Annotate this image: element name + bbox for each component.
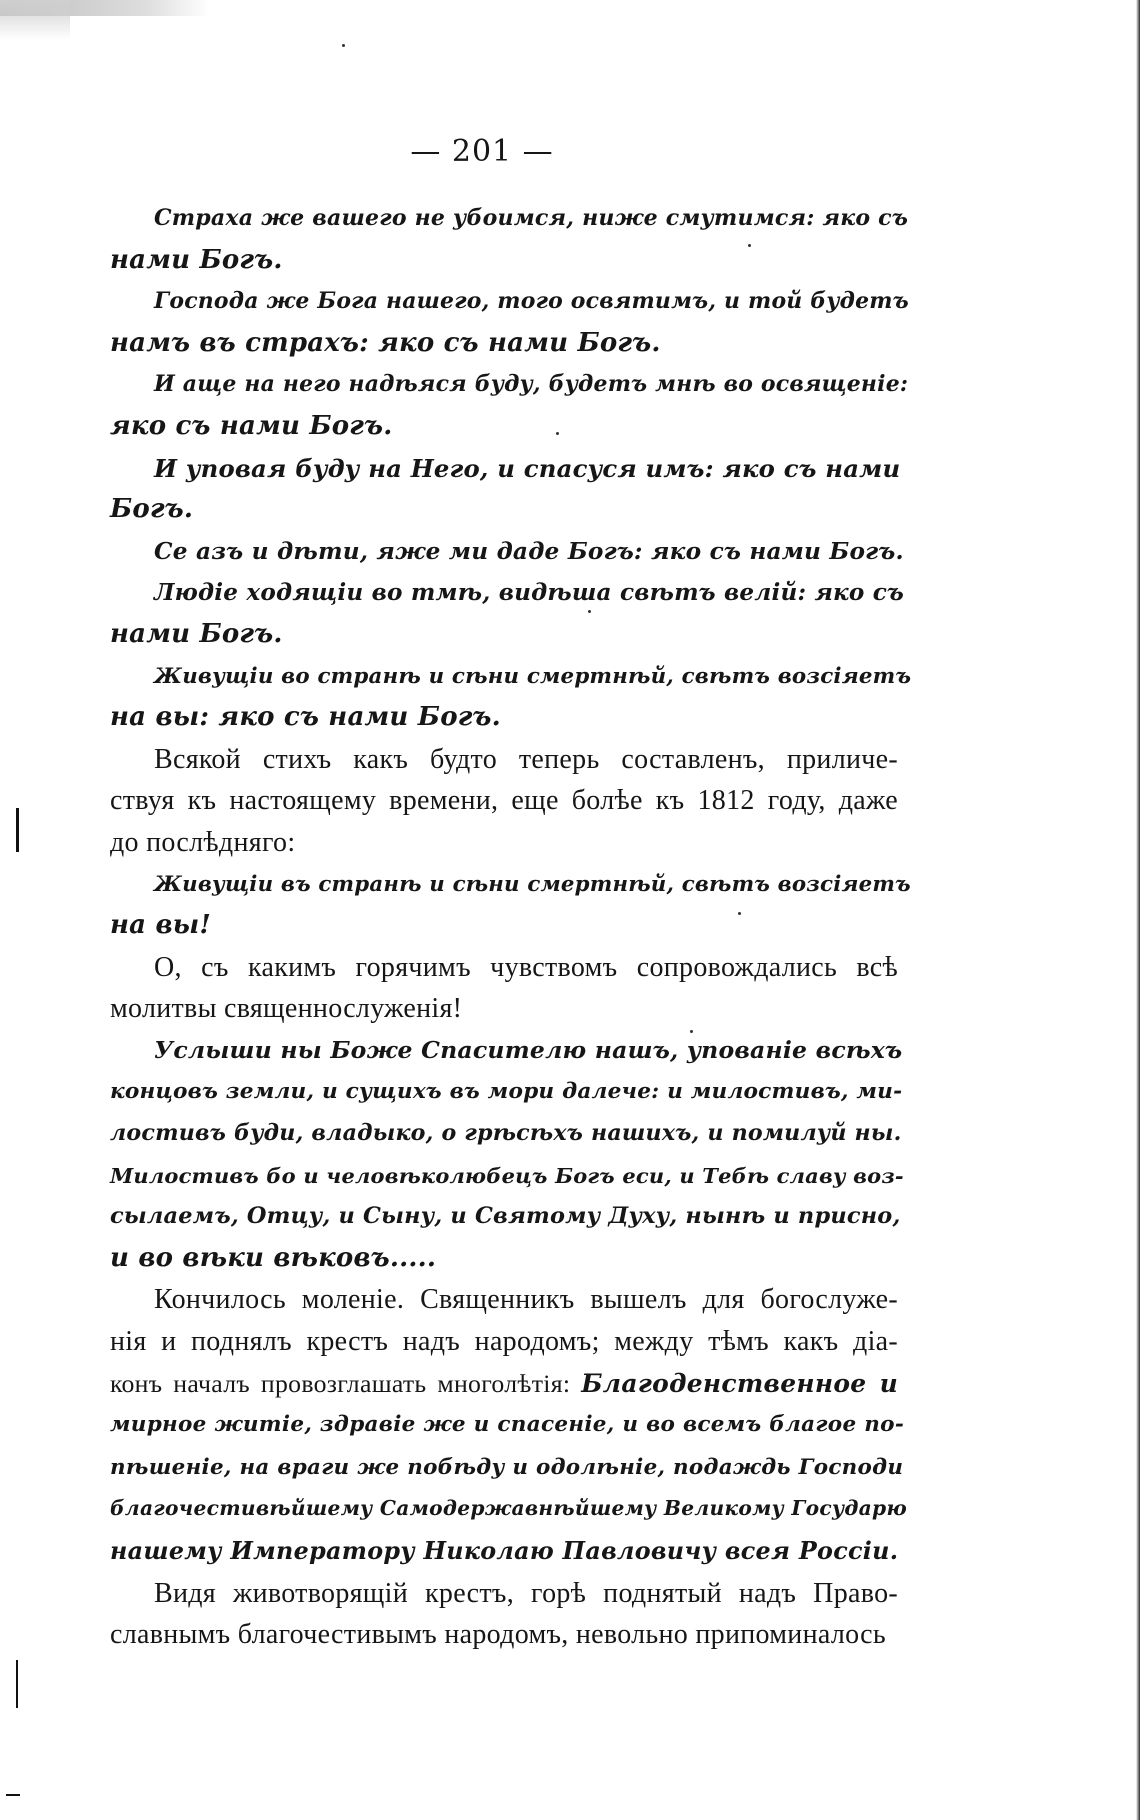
text-line: Страха же вашего не убоимся, ниже смутимся: яко съ <box>154 205 909 231</box>
text-line: Се азъ и дѣти, яже ми даде Богъ: яко съ нами Богъ. <box>154 537 904 565</box>
text-line: нами Богъ. <box>110 618 283 649</box>
paragraph <box>66 281 909 364</box>
text-line: молитвы священнослуженія! <box>110 993 463 1025</box>
text-line <box>66 1363 898 1405</box>
text-line: И уповая буду на Него, и спасуся имъ: яко съ нами <box>154 453 901 483</box>
text-line: на вы: яко съ нами Богъ. <box>110 702 501 733</box>
verse-text: мирное житіе, здравіе же и спасеніе, и во всемъ благое по- <box>110 1412 905 1438</box>
margin-mark <box>16 1660 18 1708</box>
text-line: намъ въ страхъ: яко съ нами Богъ. <box>110 327 661 358</box>
text-line: Услыши ны Боже Спасителю нашъ, упованіе всѣхъ <box>154 1035 903 1064</box>
paragraph <box>66 739 898 864</box>
text-line: Господа же Бога нашего, того освятимъ, и той будетъ <box>154 288 909 315</box>
verse-text: нашему Императору Николаю Павловичу всея Россіи. <box>110 1537 899 1565</box>
text-line: концовъ земли, и сущихъ въ мори далече: и милостивъ, ми- <box>110 1079 903 1105</box>
paragraph <box>66 1279 907 1572</box>
text-line: Видя животворящій крестъ, горѣ поднятый надъ Право- <box>154 1577 898 1609</box>
paragraph <box>66 1030 904 1280</box>
text-line: ствуя къ настоящему времени, еще болѣе къ 1812 году, даже <box>110 785 898 817</box>
text-line <box>66 1321 898 1363</box>
text-line: Людіе ходящіи во тмѣ, видѣша свѣтъ велій: яко съ <box>154 579 905 607</box>
text-line: Всякой стихъ какъ будто теперь составленъ, приличе- <box>154 743 898 775</box>
text-line: на вы! <box>110 910 211 941</box>
paragraph <box>66 531 904 573</box>
text-line: лостивъ буди, владыко, о грѣсѣхъ нашихъ, и помилуй ны. <box>110 1120 902 1147</box>
page-number: — 201 — <box>410 134 554 169</box>
text-line: Милостивъ бо и человѣколюбецъ Богъ еси, и Тебѣ славу воз- <box>110 1162 904 1188</box>
text-line <box>66 1488 907 1530</box>
text-line: до послѣдняго: <box>110 826 296 858</box>
paragraph <box>66 1573 898 1656</box>
speck <box>342 44 345 47</box>
text-line <box>66 1404 905 1446</box>
margin-mark <box>6 1794 20 1796</box>
verse-text: благочестивѣйшему Самодержавнѣйшему Великому Государю <box>110 1496 907 1521</box>
text-line: сылаемъ, Отцу, и Сыну, и Святому Духу, нынѣ и присно, <box>110 1203 901 1230</box>
text-line: О, съ какимъ горячимъ чувствомъ сопровождались всѣ <box>154 951 898 983</box>
paragraph <box>66 198 909 281</box>
margin-mark <box>16 808 19 852</box>
text-line: и во вѣки вѣковъ..... <box>110 1242 437 1273</box>
prose-text: нія и поднялъ крестъ надъ народомъ; между тѣмъ какъ діа- <box>110 1326 898 1358</box>
text-line: яко съ нами Богъ. <box>110 410 393 441</box>
page-edge <box>1136 0 1140 1820</box>
text-line: нами Богъ. <box>110 244 283 275</box>
paragraph <box>66 364 909 447</box>
paragraph <box>66 947 898 1030</box>
text-line <box>66 1530 898 1573</box>
text-line: Живущіи во странѣ и сѣни смертнѣй, свѣтъ возсіяетъ <box>154 663 912 689</box>
text-line <box>66 1279 898 1321</box>
paragraph <box>66 572 905 655</box>
text-line: Богъ. <box>110 494 194 525</box>
paragraph <box>66 448 901 531</box>
verse-text: пѣшеніе, на враги же побѣду и одолѣніе, подаждь Господи <box>110 1454 904 1480</box>
text-line <box>66 1446 904 1489</box>
text-body <box>66 198 912 1656</box>
paragraph <box>66 864 911 947</box>
prose-text: Кончилось моленіе. Священникъ вышелъ для богослуже- <box>154 1284 898 1316</box>
scan-shadow-corner <box>0 0 70 40</box>
verse-text: Благоденственное и <box>581 1368 899 1398</box>
text-line: И аще на него надѣяся буду, будетъ мнѣ во освященіе: <box>154 371 909 398</box>
text-line: Живущіи въ странѣ и сѣни смертнѣй, свѣтъ возсіяетъ <box>154 871 911 897</box>
paragraph <box>66 656 912 739</box>
prose-text: конъ началъ провозглашать многолѣтія: <box>110 1368 582 1398</box>
text-line: славнымъ благочестивымъ народомъ, невольно припоминалось <box>110 1619 886 1651</box>
